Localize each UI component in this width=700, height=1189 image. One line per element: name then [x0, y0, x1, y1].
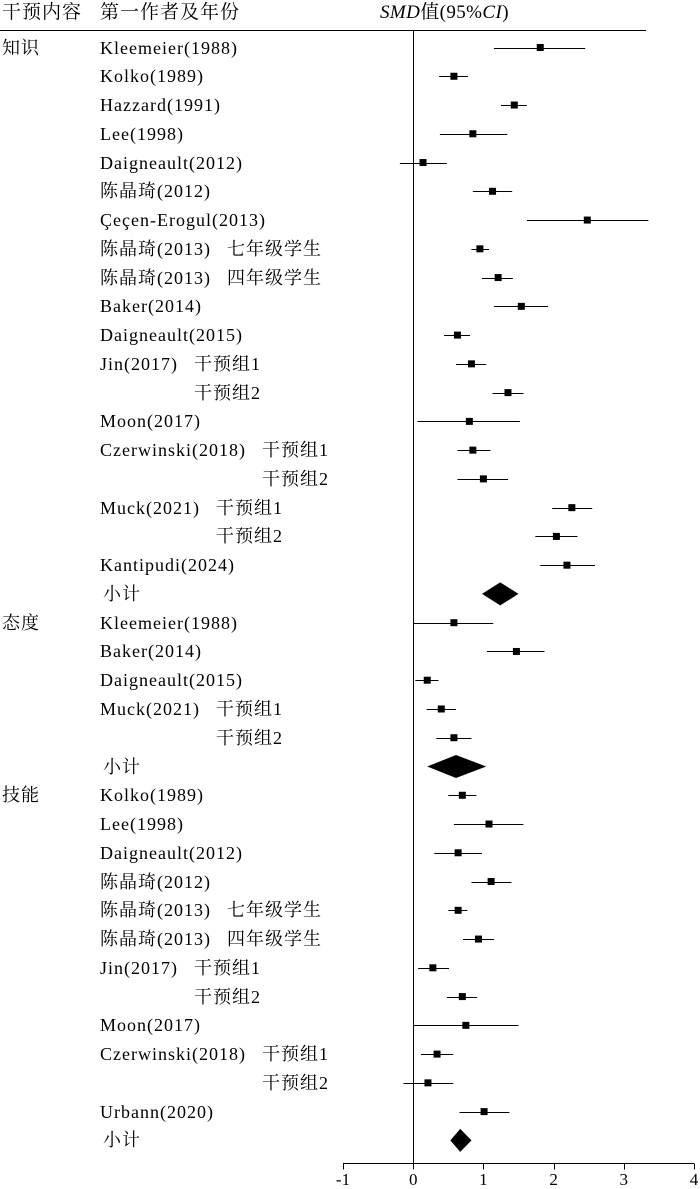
- study-author-label: Muck(2021): [100, 497, 200, 518]
- point-estimate-marker: [584, 217, 591, 224]
- study-author-label: Çeçen-Erogul(2013): [100, 210, 266, 231]
- subtotal-label: 小计: [103, 1130, 141, 1151]
- study-author-label: Jin(2017): [100, 957, 178, 978]
- point-estimate-marker: [553, 533, 560, 540]
- point-estimate-marker: [438, 705, 445, 712]
- study-author-label: Daigneault(2015): [100, 325, 243, 346]
- point-estimate-marker: [486, 821, 493, 828]
- arm-label: 干预组2: [262, 1072, 329, 1093]
- point-estimate-marker: [475, 936, 482, 943]
- point-estimate-marker: [481, 1108, 488, 1115]
- point-estimate-marker: [469, 447, 476, 454]
- smd-label: SMD: [380, 2, 421, 23]
- header-rule: [0, 30, 646, 31]
- x-tick-label: -1: [335, 1170, 351, 1189]
- smd-label-close: ): [502, 2, 509, 23]
- column-header-content: 干预内容: [2, 2, 83, 23]
- point-estimate-marker: [488, 878, 495, 885]
- subtotal-diamond: [482, 582, 519, 605]
- arm-label: 干预组2: [216, 727, 283, 748]
- column-header-smd: [380, 1, 509, 25]
- point-estimate-marker: [420, 159, 427, 166]
- study-author-label: Kleemeier(1988): [100, 612, 238, 633]
- point-estimate-marker: [469, 130, 476, 137]
- subtotal-label: 小计: [103, 756, 141, 777]
- study-author-label: Czerwinski(2018): [100, 440, 246, 461]
- arm-label: 干预组2: [216, 526, 283, 547]
- x-tick-label: 4: [689, 1170, 699, 1189]
- point-estimate-marker: [568, 504, 575, 511]
- study-author-label: Muck(2021): [100, 698, 200, 719]
- study-author-label: 陈晶琦(2013): [100, 929, 211, 950]
- study-author-label: 陈晶琦(2013): [100, 267, 211, 288]
- study-author-label: Moon(2017): [100, 411, 201, 432]
- subtotal-diamond: [450, 1129, 471, 1152]
- x-tick-label: 3: [619, 1170, 629, 1189]
- point-estimate-marker: [513, 648, 520, 655]
- study-author-label: Daigneault(2012): [100, 152, 243, 173]
- study-author-label: Czerwinski(2018): [100, 1044, 246, 1065]
- x-tick-label: 1: [479, 1170, 488, 1189]
- point-estimate-marker: [476, 245, 483, 252]
- group-label: 态度: [2, 612, 40, 633]
- study-author-label: Urbann(2020): [100, 1101, 214, 1122]
- point-estimate-marker: [434, 1051, 441, 1058]
- arm-label: 干预组2: [194, 382, 261, 403]
- study-author-label: Kleemeier(1988): [100, 37, 238, 58]
- point-estimate-marker: [489, 188, 496, 195]
- study-author-label: Kolko(1989): [100, 66, 204, 87]
- study-author-label: Moon(2017): [100, 1015, 201, 1036]
- arm-label: 四年级学生: [227, 929, 322, 950]
- point-estimate-marker: [466, 418, 473, 425]
- arm-label: 干预组1: [216, 698, 283, 719]
- study-author-label: Lee(1998): [100, 123, 184, 144]
- arm-label: 七年级学生: [227, 900, 322, 921]
- arm-label: 干预组1: [194, 957, 261, 978]
- study-author-label: Daigneault(2015): [100, 670, 243, 691]
- point-estimate-marker: [454, 332, 461, 339]
- arm-label: 干预组1: [216, 497, 283, 518]
- point-estimate-marker: [450, 73, 457, 80]
- point-estimate-marker: [504, 389, 511, 396]
- study-author-label: Kolko(1989): [100, 785, 204, 806]
- study-author-label: 陈晶琦(2013): [100, 238, 211, 259]
- x-tick-label: 2: [549, 1170, 558, 1189]
- study-author-label: 陈晶琦(2013): [100, 900, 211, 921]
- column-header-author: 第一作者及年份: [100, 2, 241, 23]
- point-estimate-marker: [468, 360, 475, 367]
- point-estimate-marker: [429, 964, 436, 971]
- study-author-label: Hazzard(1991): [100, 95, 221, 116]
- subtotal-diamond: [427, 755, 486, 778]
- arm-label: 四年级学生: [227, 267, 322, 288]
- point-estimate-marker: [511, 102, 518, 109]
- point-estimate-marker: [518, 303, 525, 310]
- point-estimate-marker: [459, 993, 466, 1000]
- point-estimate-marker: [495, 274, 502, 281]
- subtotal-label: 小计: [103, 583, 141, 604]
- arm-label: 七年级学生: [227, 238, 322, 259]
- point-estimate-marker: [462, 1022, 469, 1029]
- study-author-label: Baker(2014): [100, 641, 202, 662]
- point-estimate-marker: [537, 44, 544, 51]
- group-label: 技能: [2, 785, 40, 806]
- point-estimate-marker: [424, 677, 431, 684]
- study-author-label: Jin(2017): [100, 353, 178, 374]
- study-author-label: 陈晶琦(2012): [100, 181, 211, 202]
- study-author-label: Kantipudi(2024): [100, 555, 235, 576]
- study-author-label: Baker(2014): [100, 296, 202, 317]
- study-author-label: 陈晶琦(2012): [100, 871, 211, 892]
- arm-label: 干预组1: [262, 1044, 329, 1065]
- point-estimate-marker: [459, 792, 466, 799]
- point-estimate-marker: [455, 849, 462, 856]
- point-estimate-marker: [455, 907, 462, 914]
- smd-label-middle: 值(95%: [420, 2, 483, 23]
- point-estimate-marker: [424, 1079, 431, 1086]
- arm-label: 干预组2: [194, 986, 261, 1007]
- arm-label: 干预组2: [262, 468, 329, 489]
- point-estimate-marker: [480, 475, 487, 482]
- arm-label: 干预组1: [262, 440, 329, 461]
- study-author-label: Daigneault(2012): [100, 842, 243, 863]
- x-tick-label: 0: [408, 1170, 418, 1189]
- arm-label: 干预组1: [194, 353, 261, 374]
- point-estimate-marker: [450, 619, 457, 626]
- point-estimate-marker: [563, 562, 570, 569]
- point-estimate-marker: [450, 734, 457, 741]
- group-label: 知识: [2, 37, 40, 58]
- ci-label: CI: [482, 2, 503, 23]
- study-author-label: Lee(1998): [100, 814, 184, 835]
